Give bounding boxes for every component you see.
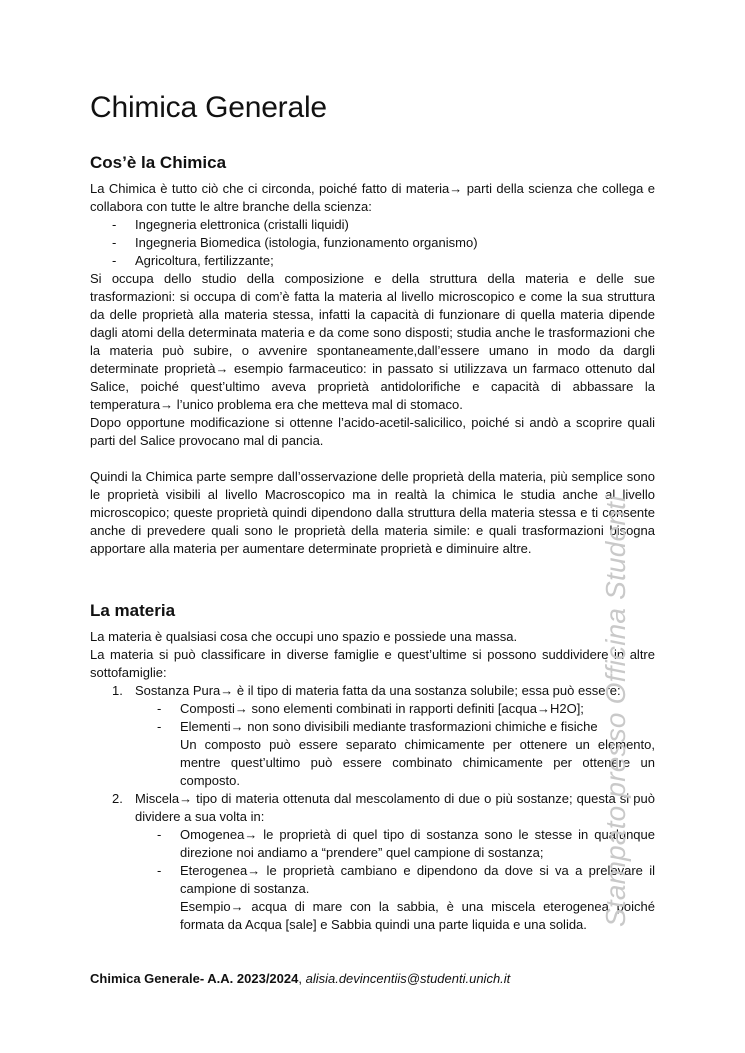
paragraph: Dopo opportune modificazione si ottenne l’acido-acetil-salicilico, poiché si andò a scoprire quali parti del Salice provocano mal di pancia. — [90, 415, 655, 448]
list-item: - Ingegneria elettronica (cristalli liquidi) — [90, 216, 655, 234]
sub-list-item-text: - Omogenea→ le proprietà di quel tipo di sostanza sono le stesse in qualunque direzione noi andiamo a “prendere” quel campione di sostanza; — [180, 827, 655, 860]
paragraph: Quindi la Chimica parte sempre dall’osservazione delle proprietà della materia, più semplice sono le proprietà visibili al livello Macroscopico ma in realtà la chimica le studia anche al livello microscopico; queste proprietà quindi dipendono dalla struttura della materia stessa e ti consente anche di prevedere quali sono le proprietà della materia simile: e quali trasformazioni bisogna apportare alla materia per aumentare determinate proprietà e diminuire altre. — [90, 469, 655, 556]
paragraph: Si occupa dello studio della composizione e della struttura della materia e delle sue trasformazioni: si occupa di com’è fatta la materia al livello microscopico e come la sua struttura da delle proprietà alla materia stessa, infatti la capacità di funzionare di quella materia dipende dagli atomi della determinata materia e da come sono disposti; studia anche le trasformazioni che la materia può subire, o avvenire spontaneamente,dall’essere umano in modo da dargli determinate proprietà→ esempio farmaceutico: in passato si utilizzava un farmaco ottenuto dal Salice, poiché quest’ultimo aveva proprietà antidolorifiche e capacità di abbassare la temperatura→ l’unico problema era che metteva mal di stomaco. — [90, 271, 655, 412]
list-number: 1. — [112, 683, 123, 698]
sub-list — [135, 826, 655, 934]
paragraph: La materia è qualsiasi cosa che occupi uno spazio e possiede una massa. — [90, 629, 518, 644]
sub-list-item-text: - Elementi→ non sono divisibili mediante trasformazioni chimiche e fisiche — [180, 719, 598, 734]
sub-list-item — [135, 718, 655, 790]
matter-classification-list — [90, 682, 655, 934]
sub-list-item-note: Esempio→ acqua di mare con la sabbia, è una miscela eterogenea poiché formata da Acqua [sale] e Sabbia quindi una parte liquida e una solida. — [180, 899, 655, 932]
sub-list-item — [135, 700, 655, 718]
list-item — [90, 790, 655, 934]
sub-list — [135, 700, 655, 790]
paragraph: La materia si può classificare in diverse famiglie e quest’ultime si possono suddividere in altre sottofamiglie: — [90, 647, 655, 680]
list-item — [90, 682, 655, 790]
sub-list-item-text: - Composti→ sono elementi combinati in rapporti definiti [acqua→H2O]; — [180, 701, 584, 716]
paragraph: La Chimica è tutto ciò che ci circonda, poiché fatto di materia→ parti della scienza che collega e collabora con tutte le altre branche della scienza: — [90, 181, 655, 214]
watermark-text: Stampato presso Officina Studenti — [600, 495, 631, 927]
sub-list-item — [135, 826, 655, 862]
list-item: - Agricoltura, fertilizzante; — [90, 252, 655, 270]
list-item-text: Miscela→ tipo di materia ottenuta dal mescolamento di due o più sostanze; questa si può dividere a sua volta in: — [135, 791, 655, 824]
page-footer — [90, 970, 510, 988]
section-chimica-body — [90, 180, 655, 558]
document-title: Chimica Generale — [90, 91, 327, 124]
list-number: 2. — [112, 791, 123, 806]
applications-list — [90, 216, 655, 270]
list-item-text: Sostanza Pura→ è il tipo di materia fatta da una sostanza solubile; essa può essere: — [135, 683, 621, 698]
footer-email: alisia.devincentiis@studenti.unich.it — [305, 971, 511, 986]
section-materia-body — [90, 628, 655, 934]
sub-list-item-text: - Eterogenea→ le proprietà cambiano e dipendono da dove si va a prelevare il campione di sostanza. — [180, 863, 655, 896]
section-heading-chimica: Cos’è la Chimica — [90, 153, 227, 172]
footer-separator: , — [298, 971, 306, 986]
sub-list-item — [135, 862, 655, 934]
sub-list-item-note: Un composto può essere separato chimicamente per ottenere un elemento, mentre quest’ultimo può essere combinato chimicamente per ottenere un composto. — [180, 737, 655, 788]
section-heading-materia: La materia — [90, 601, 176, 620]
list-item: - Ingegneria Biomedica (istologia, funzionamento organismo) — [90, 234, 655, 252]
footer-course: Chimica Generale- A.A. 2023/2024 — [90, 971, 299, 986]
